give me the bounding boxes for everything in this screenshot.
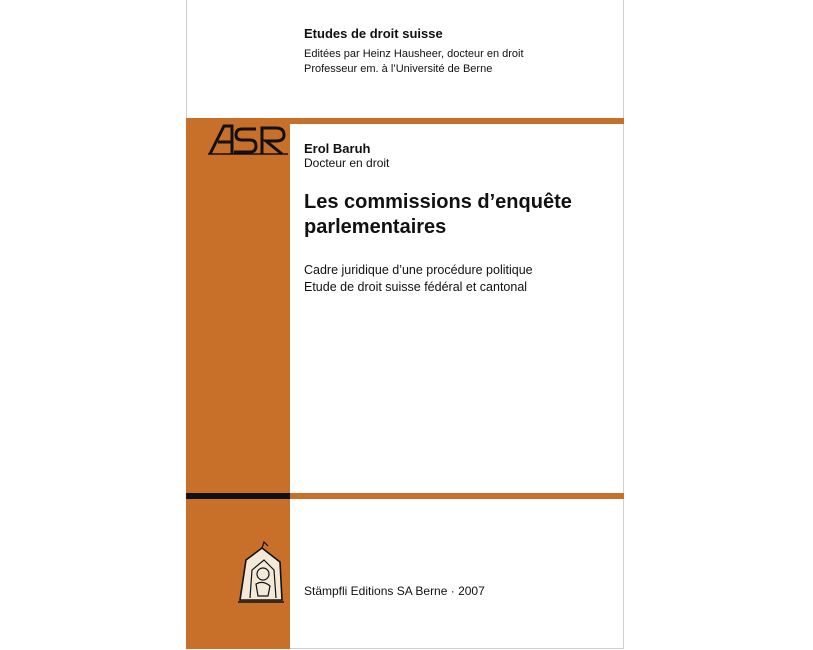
series-block <box>304 26 524 77</box>
series-title: Etudes de droit suisse <box>304 26 443 41</box>
series-affiliation-line: Professeur em. à l’Université de Berne <box>304 63 493 75</box>
book-title-line1: Les commissions d’enquête <box>304 191 572 213</box>
book-title-line2: parlementaires <box>304 216 447 238</box>
book-title <box>304 190 614 240</box>
publisher-line: Stämpfli Editions SA Berne · 2007 <box>304 584 485 598</box>
author-title: Docteur en droit <box>304 156 390 170</box>
bottom-black-rule <box>186 493 290 499</box>
subtitle-line1: Cadre juridique d’une procédure politique <box>304 263 533 277</box>
author-name: Erol Baruh <box>304 141 371 156</box>
subtitle-line2: Etude de droit suisse fédéral et cantonal <box>304 280 528 294</box>
top-orange-rule <box>290 118 624 124</box>
bottom-orange-rule <box>290 493 624 499</box>
book-subtitle <box>304 262 614 296</box>
asr-logo-icon <box>208 124 288 156</box>
publisher-emblem-icon <box>236 540 286 604</box>
series-editor-line: Editées par Heinz Hausheer, docteur en droit <box>304 48 524 60</box>
